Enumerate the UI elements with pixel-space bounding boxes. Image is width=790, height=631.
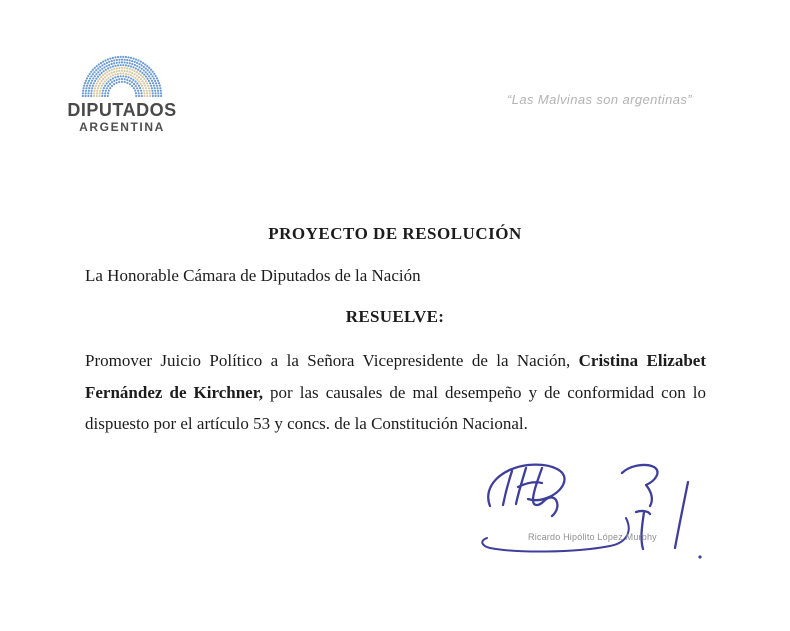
body-part2: por las causales de mal desempeño y de conformidad con lo dispuesto por el artículo 53 y concs. de la Constitución Nacional.	[85, 382, 706, 434]
motto-text: “Las Malvinas son argentinas”	[506, 92, 692, 107]
document-title: PROYECTO DE RESOLUCIÓN	[268, 224, 522, 243]
logo-title: DIPUTADOS	[67, 100, 177, 120]
body-paragraph	[85, 345, 706, 440]
signature-block	[476, 456, 716, 576]
logo-subtitle: ARGENTINA	[79, 120, 165, 134]
signature-name: Ricardo Hipólito López Murphy	[528, 532, 657, 542]
body-bold-name: Cristina Elizabet Fernández de Kirchner,	[85, 351, 706, 402]
resolve-heading: RESUELVE:	[345, 307, 445, 326]
body-part1: Promover Juicio Político a la Señora Vicepresidente de la Nación,	[85, 351, 579, 370]
diputados-logo	[62, 50, 182, 135]
intro-line: La Honorable Cámara de Diputados de la Nación	[85, 266, 421, 285]
hemicycle-dots-icon	[78, 50, 166, 98]
signature-handwriting-icon	[476, 456, 716, 571]
